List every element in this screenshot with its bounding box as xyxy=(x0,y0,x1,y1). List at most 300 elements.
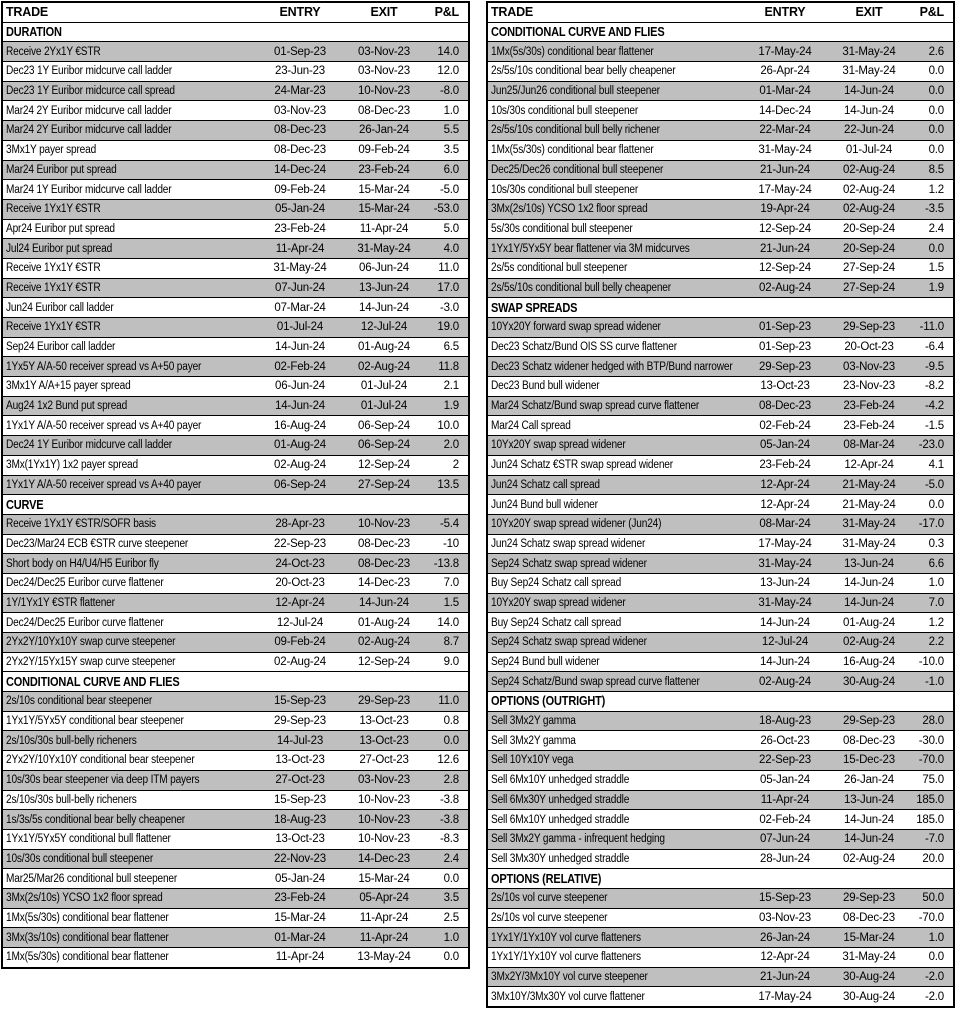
table-row xyxy=(488,809,953,829)
entry-cell: 12-Jul-24 xyxy=(761,636,809,649)
entry-cell: 12-Apr-24 xyxy=(760,478,810,491)
trade-table-left xyxy=(1,1,470,969)
trade-cell xyxy=(488,203,739,215)
exit-cell: 13-Jun-24 xyxy=(359,281,409,294)
pnl-cell: 6.0 xyxy=(443,163,459,176)
trade-cell xyxy=(488,459,739,471)
trade-cell xyxy=(488,479,739,491)
table-row xyxy=(3,829,468,849)
entry-cell: 08-Dec-23 xyxy=(759,400,811,413)
pnl-cell: 5.0 xyxy=(443,222,459,235)
pnl-cell: 1.2 xyxy=(928,616,944,629)
trade-label: CURVE xyxy=(6,497,44,512)
table-row xyxy=(488,593,953,613)
entry-cell: 06-Sep-24 xyxy=(274,478,326,491)
trade-label: 2s/5s conditional bull steepener xyxy=(491,262,628,275)
entry-cell: 18-Aug-23 xyxy=(274,813,326,826)
trade-cell xyxy=(3,912,254,924)
trade-label: Receive 1Yx1Y €STR xyxy=(6,203,101,216)
exit-cell: 26-Jan-24 xyxy=(844,774,894,787)
entry-cell: 07-Jun-24 xyxy=(275,281,325,294)
pnl-cell: 1.9 xyxy=(443,400,459,413)
exit-cell: 27-Oct-23 xyxy=(359,754,409,767)
pnl-cell: 17.0 xyxy=(437,281,459,294)
trade-label: 1Yx1Y A/A-50 receiver spread vs A+40 payer xyxy=(6,419,202,432)
trade-cell xyxy=(3,105,254,117)
trade-cell xyxy=(3,853,254,865)
table-row xyxy=(3,396,468,416)
table-row xyxy=(3,809,468,829)
table-row xyxy=(488,967,953,987)
exit-cell: 12-Apr-24 xyxy=(844,459,894,472)
table-row xyxy=(3,356,468,376)
trade-label: CONDITIONAL CURVE AND FLIES xyxy=(6,674,180,689)
trade-cell xyxy=(488,400,739,412)
trade-cell xyxy=(488,243,739,255)
trade-label: 3Mx1Y A/A+15 payer spread xyxy=(6,380,131,393)
trade-label: Dec23 1Y Euribor midcurve call ladder xyxy=(6,65,172,78)
trade-label: 10s/30s conditional bull steepener xyxy=(491,104,639,117)
exit-cell: 21-May-24 xyxy=(842,498,896,511)
pnl-cell: 1.0 xyxy=(928,577,944,590)
exit-cell: 11-Apr-24 xyxy=(359,931,409,944)
trade-cell xyxy=(3,715,254,727)
exit-cell: 30-Aug-24 xyxy=(843,971,895,984)
pnl-cell: 4.0 xyxy=(443,242,459,255)
trade-cell xyxy=(488,694,953,708)
entry-cell: 13-Jun-24 xyxy=(760,577,810,590)
trade-label: 2s/10s vol curve steepener xyxy=(491,892,608,905)
table-row xyxy=(488,612,953,632)
table-row xyxy=(3,612,468,632)
entry-cell: 02-Aug-24 xyxy=(759,281,811,294)
section-header-row xyxy=(488,22,953,42)
entry-cell: 14-Jun-24 xyxy=(275,400,325,413)
entry-cell: 02-Feb-24 xyxy=(759,813,811,826)
trade-cell xyxy=(3,459,254,471)
entry-cell: 01-Sep-23 xyxy=(274,45,326,58)
exit-cell: 13-Oct-23 xyxy=(359,734,409,747)
exit-cell: 02-Aug-24 xyxy=(843,183,895,196)
pnl-cell: -3.8 xyxy=(439,813,459,826)
entry-cell: 23-Feb-24 xyxy=(274,222,326,235)
entry-cell: 28-Apr-23 xyxy=(275,518,325,531)
trade-cell: TRADE xyxy=(491,5,534,20)
table-row xyxy=(488,888,953,908)
entry-cell: 22-Mar-24 xyxy=(759,124,811,137)
trade-label: Jun24 Schatz €STR swap spread widener xyxy=(491,459,673,472)
entry-cell: 17-May-24 xyxy=(758,990,812,1003)
exit-cell: 20-Sep-24 xyxy=(843,222,895,235)
trade-label: Sell 10Yx10Y vega xyxy=(491,754,574,767)
entry-cell: 17-May-24 xyxy=(758,45,812,58)
pnl-cell: 1.5 xyxy=(443,596,459,609)
exit-cell: 14-Jun-24 xyxy=(844,833,894,846)
trade-label: Dec24/Dec25 Euribor curve flattener xyxy=(6,616,164,629)
trade-label: 2s/10s vol curve steepener xyxy=(491,911,608,924)
table-row xyxy=(488,514,953,534)
trade-label: 2s/10s/30s bull-belly richeners xyxy=(6,734,137,747)
trade-cell xyxy=(488,735,739,747)
exit-cell: 13-May-24 xyxy=(357,951,411,964)
table-row xyxy=(3,475,468,495)
pnl-cell: 185.0 xyxy=(916,813,944,826)
pnl-cell: -53.0 xyxy=(433,203,459,216)
exit-cell: 26-Jan-24 xyxy=(359,124,409,137)
exit-cell: 01-Aug-24 xyxy=(358,616,410,629)
exit-cell: 31-May-24 xyxy=(842,951,896,964)
exit-cell: 31-May-24 xyxy=(842,65,896,78)
trade-cell xyxy=(3,144,254,156)
table-row xyxy=(3,258,468,278)
exit-cell: 29-Sep-23 xyxy=(843,321,895,334)
entry-cell: 12-Apr-24 xyxy=(275,596,325,609)
pnl-cell: 0.0 xyxy=(928,85,944,98)
table-row xyxy=(3,100,468,120)
exit-cell: 06-Jun-24 xyxy=(359,262,409,275)
table-row xyxy=(3,415,468,435)
section-header-row xyxy=(3,22,468,42)
table-row xyxy=(3,593,468,613)
trade-cell xyxy=(3,873,254,885)
trade-cell xyxy=(3,439,254,451)
pnl-cell: 11.0 xyxy=(438,695,459,708)
pnl-cell: 3.5 xyxy=(443,144,459,157)
table-row xyxy=(3,81,468,101)
entry-cell: 02-Aug-24 xyxy=(274,656,326,669)
trade-cell xyxy=(3,420,254,432)
pnl-cell: P&L xyxy=(434,5,459,20)
trade-label: Buy Sep24 Schatz call spread xyxy=(491,577,622,590)
pnl-cell: -3.5 xyxy=(924,203,944,216)
entry-cell: 11-Apr-24 xyxy=(275,242,325,255)
entry-cell: 31-May-24 xyxy=(758,144,812,157)
table-row xyxy=(488,829,953,849)
trade-cell xyxy=(488,558,739,570)
entry-cell: 08-Mar-24 xyxy=(759,518,811,531)
entry-cell: 14-Jun-24 xyxy=(275,341,325,354)
trade-cell xyxy=(3,223,254,235)
exit-cell: 06-Sep-24 xyxy=(358,419,410,432)
trade-label: 3Mx(3s/10s) conditional bear flattener xyxy=(6,931,169,944)
trade-cell xyxy=(3,558,254,570)
pnl-cell: 11.0 xyxy=(438,262,459,275)
table-row xyxy=(488,573,953,593)
trade-label: 10Yx20Y swap spread widener (Jun24) xyxy=(491,518,662,531)
trade-label: Jun25/Jun26 conditional bull steepener xyxy=(491,85,660,98)
exit-cell: 27-Sep-24 xyxy=(843,262,895,275)
trade-cell xyxy=(3,794,254,806)
pnl-cell: 6.6 xyxy=(928,557,944,570)
exit-cell: 02-Aug-24 xyxy=(843,203,895,216)
pnl-cell: 0.0 xyxy=(928,951,944,964)
table-row xyxy=(488,475,953,495)
pnl-cell: -7.0 xyxy=(924,833,944,846)
pnl-cell: 9.0 xyxy=(443,656,459,669)
entry-cell: 17-May-24 xyxy=(758,537,812,550)
trade-cell xyxy=(3,164,254,176)
entry-cell: 22-Sep-23 xyxy=(759,754,811,767)
trade-cell xyxy=(3,932,254,944)
pnl-cell: -10 xyxy=(442,537,459,550)
exit-cell: 22-Jun-24 xyxy=(844,124,894,137)
table-row xyxy=(3,297,468,317)
entry-cell: 03-Nov-23 xyxy=(759,911,811,924)
trade-cell xyxy=(488,499,739,511)
trade-cell xyxy=(488,85,739,97)
trade-label: 3Mx(2s/10s) YCSO 1x2 floor spread xyxy=(6,892,163,905)
exit-cell: 08-Dec-23 xyxy=(358,104,410,117)
trade-cell xyxy=(3,538,254,550)
trade-label: Dec23/Mar24 ECB €STR curve steepener xyxy=(6,537,189,550)
trade-label: Sell 3Mx2Y gamma - infrequent hedging xyxy=(491,833,665,846)
table-row xyxy=(488,671,953,691)
pnl-cell: -1.0 xyxy=(924,675,944,688)
table-row xyxy=(488,849,953,869)
entry-cell: 26-Apr-24 xyxy=(760,65,810,78)
trade-label: Jun24 Euribor call ladder xyxy=(6,301,114,314)
pnl-cell: -1.5 xyxy=(924,419,944,432)
entry-cell: 01-Mar-24 xyxy=(759,85,811,98)
exit-cell: 12-Sep-24 xyxy=(358,459,410,472)
pnl-cell: 2.5 xyxy=(443,911,459,924)
entry-cell: 21-Jun-24 xyxy=(760,163,810,176)
trade-cell xyxy=(488,577,739,589)
trade-cell xyxy=(3,203,254,215)
trade-label: 1Mx(5s/30s) conditional bear flattener xyxy=(6,911,169,924)
trade-label: SWAP SPREADS xyxy=(491,300,578,315)
trade-label: OPTIONS (OUTRIGHT) xyxy=(491,694,606,709)
exit-cell: 13-Oct-23 xyxy=(359,715,409,728)
trade-label: 2Yx2Y/10Yx10Y conditional bear steepener xyxy=(6,754,195,767)
exit-cell: 01-Aug-24 xyxy=(358,341,410,354)
exit-cell: 27-Sep-24 xyxy=(843,281,895,294)
pnl-cell: 10.0 xyxy=(437,419,459,432)
trade-label: Mar24 Schatz/Bund swap spread curve flattener xyxy=(491,400,700,413)
trade-cell xyxy=(3,361,254,373)
table-row xyxy=(488,356,953,376)
entry-cell: 15-Sep-23 xyxy=(274,793,326,806)
table-row xyxy=(488,790,953,810)
pnl-cell: -70.0 xyxy=(918,754,944,767)
trade-cell xyxy=(3,754,254,766)
pnl-cell: 7.0 xyxy=(928,596,944,609)
table-row xyxy=(488,81,953,101)
entry-cell: 02-Feb-24 xyxy=(759,419,811,432)
exit-cell: 09-Feb-24 xyxy=(358,144,410,157)
pnl-cell: 0.0 xyxy=(928,498,944,511)
table-row xyxy=(3,160,468,180)
trade-label: Jun24 Schatz swap spread widener xyxy=(491,537,646,550)
trade-cell xyxy=(3,380,254,392)
trade-label: 10s/30s conditional bull steepener xyxy=(6,852,154,865)
exit-cell: 11-Apr-24 xyxy=(359,222,409,235)
trade-label: Dec25/Dec26 conditional bull steepener xyxy=(491,163,664,176)
table-row xyxy=(488,337,953,357)
exit-cell: 03-Nov-23 xyxy=(358,65,410,78)
entry-cell: 01-Mar-24 xyxy=(274,931,326,944)
table-row xyxy=(3,573,468,593)
entry-cell: 23-Jun-23 xyxy=(275,65,325,78)
trade-cell xyxy=(3,243,254,255)
table-row xyxy=(3,691,468,711)
trade-cell xyxy=(3,282,254,294)
exit-cell: 08-Dec-23 xyxy=(843,734,895,747)
pnl-cell: 8.7 xyxy=(443,636,459,649)
trade-label: Sep24 Euribor call ladder xyxy=(6,341,116,354)
pnl-cell: -8.3 xyxy=(439,833,459,846)
trade-cell xyxy=(488,361,739,373)
entry-cell: 21-Jun-24 xyxy=(760,242,810,255)
trade-label: 1Mx(5s/30s) conditional bear flattener xyxy=(491,144,654,157)
trade-label: Jun24 Schatz call spread xyxy=(491,478,600,491)
table-row xyxy=(3,61,468,81)
entry-cell: 13-Oct-23 xyxy=(760,380,810,393)
trade-label: Mar24 2Y Euribor midcurve call ladder xyxy=(6,124,172,137)
entry-cell: 14-Jun-24 xyxy=(760,616,810,629)
trade-cell xyxy=(3,400,254,412)
exit-cell: 08-Dec-23 xyxy=(358,557,410,570)
pnl-cell: 7.0 xyxy=(443,577,459,590)
trade-label: 1Yx5Y A/A-50 receiver spread vs A+50 payer xyxy=(6,360,202,373)
pnl-cell: 14.0 xyxy=(437,45,459,58)
pnl-cell: 0.0 xyxy=(928,104,944,117)
table-row xyxy=(488,396,953,416)
trade-cell xyxy=(488,892,739,904)
trade-cell xyxy=(488,991,739,1003)
pnl-cell: -3.8 xyxy=(439,793,459,806)
trade-cell xyxy=(488,597,739,609)
table-row xyxy=(488,908,953,928)
trade-cell xyxy=(3,735,254,747)
table-row xyxy=(488,711,953,731)
trade-cell xyxy=(488,774,739,786)
trade-cell xyxy=(488,636,739,648)
exit-cell: 02-Aug-24 xyxy=(358,360,410,373)
exit-cell: EXIT xyxy=(855,5,883,20)
trade-cell xyxy=(488,301,953,315)
trade-label: 1Yx1Y/5Yx5Y conditional bull flattener xyxy=(6,833,171,846)
entry-cell: 31-May-24 xyxy=(758,557,812,570)
table-row xyxy=(3,337,468,357)
table-row xyxy=(3,790,468,810)
entry-cell: 07-Mar-24 xyxy=(274,301,326,314)
pnl-cell: -17.0 xyxy=(918,518,944,531)
exit-cell: 14-Jun-24 xyxy=(844,813,894,826)
trade-label: Dec23 Bund bull widener xyxy=(491,380,600,393)
table-row xyxy=(3,652,468,672)
entry-cell: 12-Jul-24 xyxy=(276,616,324,629)
table-row xyxy=(488,927,953,947)
trade-label: Dec23 Schatz widener hedged with BTP/Bund narrower xyxy=(491,360,733,373)
entry-cell: 23-Feb-24 xyxy=(274,892,326,905)
pnl-cell: 0.0 xyxy=(928,144,944,157)
entry-cell: 11-Apr-24 xyxy=(275,951,325,964)
exit-cell: 14-Jun-24 xyxy=(844,577,894,590)
pnl-cell: 28.0 xyxy=(922,715,944,728)
exit-cell: 23-Feb-24 xyxy=(843,419,895,432)
pnl-cell: 185.0 xyxy=(916,793,944,806)
entry-cell: 02-Feb-24 xyxy=(274,360,326,373)
exit-cell: 01-Jul-24 xyxy=(845,144,893,157)
pnl-cell: 2.8 xyxy=(443,774,459,787)
trade-cell xyxy=(488,321,739,333)
pnl-cell: 2.4 xyxy=(443,852,459,865)
entry-cell: 31-May-24 xyxy=(273,262,327,275)
table-row xyxy=(488,61,953,81)
exit-cell: 02-Aug-24 xyxy=(358,636,410,649)
exit-cell: 31-May-24 xyxy=(842,518,896,531)
exit-cell: 16-Aug-24 xyxy=(843,656,895,669)
pnl-cell: 1.2 xyxy=(928,183,944,196)
pnl-cell: 1.5 xyxy=(928,262,944,275)
exit-cell: 20-Oct-23 xyxy=(844,341,894,354)
trade-cell xyxy=(3,85,254,97)
trade-cell xyxy=(3,25,468,39)
entry-cell: 21-Jun-24 xyxy=(760,971,810,984)
entry-cell: 02-Aug-24 xyxy=(274,459,326,472)
entry-cell: 28-Jun-24 xyxy=(760,852,810,865)
trade-cell xyxy=(3,302,254,314)
trade-label: 2s/5s/10s conditional bull belly cheapener xyxy=(491,281,671,294)
trade-cell xyxy=(488,223,739,235)
exit-cell: EXIT xyxy=(370,5,398,20)
trade-label: 3Mx(1Yx1Y) 1x2 payer spread xyxy=(6,459,138,472)
section-header-row xyxy=(488,691,953,711)
table-row xyxy=(3,179,468,199)
pnl-cell: 1.0 xyxy=(443,931,459,944)
table-row xyxy=(488,652,953,672)
trade-label: OPTIONS (RELATIVE) xyxy=(491,871,602,886)
table-row xyxy=(3,199,468,219)
trade-cell xyxy=(3,951,254,963)
trade-label: 2s/10s conditional bear steepener xyxy=(6,695,153,708)
table-row xyxy=(488,120,953,140)
pnl-cell: 0.8 xyxy=(443,715,459,728)
exit-cell: 10-Nov-23 xyxy=(358,793,410,806)
trade-cell xyxy=(488,833,739,845)
table-row xyxy=(488,199,953,219)
pnl-cell: 0.0 xyxy=(928,124,944,137)
table-row xyxy=(488,947,953,967)
pnl-cell: 0.3 xyxy=(928,537,944,550)
trade-label: Receive 1Yx1Y €STR xyxy=(6,321,101,334)
pnl-cell: 0.0 xyxy=(928,65,944,78)
pnl-cell: 0.0 xyxy=(443,951,459,964)
trade-cell xyxy=(488,538,739,550)
exit-cell: 02-Aug-24 xyxy=(843,163,895,176)
trade-label: Mar25/Mar26 conditional bull steepener xyxy=(6,872,178,885)
trade-table-right xyxy=(486,1,955,1008)
exit-cell: 01-Jul-24 xyxy=(360,400,408,413)
trade-label: Sell 3Mx30Y unhedged straddle xyxy=(491,852,630,865)
table-row xyxy=(488,494,953,514)
trade-cell xyxy=(3,656,254,668)
trade-label: 2Yx2Y/15Yx15Y swap curve steepener xyxy=(6,656,176,669)
trade-cell xyxy=(3,65,254,77)
trade-cell xyxy=(488,853,739,865)
table-row xyxy=(488,553,953,573)
pnl-cell: 12.6 xyxy=(437,754,459,767)
entry-cell: 12-Apr-24 xyxy=(760,498,810,511)
table-row xyxy=(3,750,468,770)
trade-label: 2s/5s/10s conditional bear belly cheapener xyxy=(491,65,676,78)
entry-cell: 29-Sep-23 xyxy=(274,715,326,728)
table-row xyxy=(488,770,953,790)
table-row xyxy=(3,730,468,750)
entry-cell: 20-Oct-23 xyxy=(275,577,325,590)
trade-label: Mar24 Euribor put spread xyxy=(6,163,117,176)
